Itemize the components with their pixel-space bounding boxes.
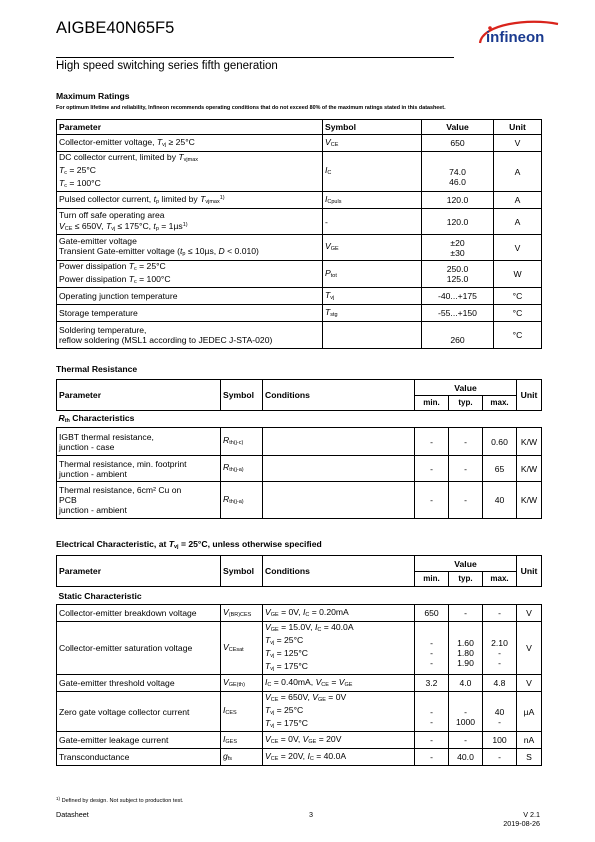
table-row xyxy=(57,305,542,322)
col-value: Value xyxy=(422,120,494,135)
param-cell: Collector-emitter voltage, Tvj ≥ 25°C xyxy=(57,135,323,152)
unit-cell: °C xyxy=(494,322,542,349)
col-value: Value xyxy=(415,380,517,396)
condition-line: IC = 0.40mA, VCE = VGE xyxy=(265,676,353,688)
symbol-cell: gfs xyxy=(221,749,263,766)
table-row xyxy=(57,456,542,482)
table-row xyxy=(57,322,542,349)
min-cell: - xyxy=(415,732,449,749)
conditions-cell xyxy=(263,732,415,749)
unit-cell: A xyxy=(494,209,542,235)
param-cell: Soldering temperature, reflow soldering (MSL1 according to JEDEC J-STA-020) xyxy=(57,322,323,349)
conditions-cell xyxy=(263,692,415,732)
symbol-cell: Rth(j-a) xyxy=(221,456,263,482)
value-cell: 120.0 xyxy=(422,209,494,235)
typ-cell: - xyxy=(449,605,483,622)
col-unit: Unit xyxy=(494,120,542,135)
value-cell: -40...+175 xyxy=(422,288,494,305)
param-cell: Operating junction temperature xyxy=(57,288,323,305)
table-row xyxy=(57,235,542,261)
col-unit: Unit xyxy=(517,380,542,411)
unit-cell: A xyxy=(494,192,542,209)
unit-cell: °C xyxy=(494,288,542,305)
unit-cell: V xyxy=(517,605,542,622)
typ-cell: 1.60 1.80 1.90 xyxy=(449,622,483,675)
typ-cell: - xyxy=(449,428,483,456)
col-parameter: Parameter xyxy=(57,556,221,587)
unit-cell: A xyxy=(494,152,542,192)
col-unit: Unit xyxy=(517,556,542,587)
table-row xyxy=(57,135,542,152)
param-cell: Transconductance xyxy=(57,749,221,766)
symbol-cell: VGE(th) xyxy=(221,675,263,692)
symbol-cell: Tvj xyxy=(323,288,422,305)
condition-line: VGE = 0V, IC = 0.20mA xyxy=(265,606,349,618)
electrical-title: Electrical Characteristic, at Tvj = 25°C, unless otherwise specified xyxy=(56,539,322,550)
header-rule xyxy=(56,57,454,58)
max-cell: 0.60 xyxy=(483,428,517,456)
typ-cell: 40.0 xyxy=(449,749,483,766)
unit-cell: °C xyxy=(494,305,542,322)
param-cell: Storage temperature xyxy=(57,305,323,322)
min-cell: - xyxy=(415,482,449,519)
max-cell: 100 xyxy=(483,732,517,749)
conditions-cell xyxy=(263,622,415,675)
unit-cell: S xyxy=(517,749,542,766)
table-header-row xyxy=(57,120,542,135)
condition-line: VCE = 0V, VGE = 20V xyxy=(265,733,342,745)
unit-cell: nA xyxy=(517,732,542,749)
col-max: max. xyxy=(483,396,517,411)
param-cell: Turn off safe operating area VCE ≤ 650V, Tvj ≤ 175°C, tp = 1µs$^{1)}$ xyxy=(57,209,323,235)
col-conditions: Conditions xyxy=(263,380,415,411)
conditions-cell xyxy=(263,605,415,622)
typ-cell: 4.0 xyxy=(449,675,483,692)
symbol-cell: Rth(j-c) xyxy=(221,428,263,456)
table-row xyxy=(57,732,542,749)
col-symbol: Symbol xyxy=(323,120,422,135)
conditions-cell xyxy=(263,675,415,692)
document-subtitle: High speed switching series fifth generation xyxy=(56,60,278,72)
unit-cell: V xyxy=(517,675,542,692)
unit-cell: V xyxy=(494,235,542,261)
unit-cell: V xyxy=(517,622,542,675)
min-cell: 650 xyxy=(415,605,449,622)
param-cell: Gate-emitter threshold voltage xyxy=(57,675,221,692)
max-cell: 2.10 - - xyxy=(483,622,517,675)
value-cell: 650 xyxy=(422,135,494,152)
condition-line: VCE = 20V, IC = 40.0A xyxy=(265,750,347,762)
max-cell: - xyxy=(483,605,517,622)
max-cell: 40 - xyxy=(483,692,517,732)
table-row xyxy=(57,622,542,675)
param-cell: Collector-emitter breakdown voltage xyxy=(57,605,221,622)
value-cell: 260 xyxy=(422,322,494,349)
document-title: AIGBE40N65F5 xyxy=(56,19,175,37)
max-ratings-title: Maximum Ratings xyxy=(56,91,130,101)
unit-cell: V xyxy=(494,135,542,152)
symbol-cell: Ptot xyxy=(323,261,422,288)
col-typ: typ. xyxy=(449,396,483,411)
infineon-logo xyxy=(474,16,564,54)
param-cell: DC collector current, limited by Tvjmax Tc = 25°C Tc = 100°C xyxy=(57,152,323,192)
symbol-cell: Rth(j-a) xyxy=(221,482,263,519)
typ-cell: - xyxy=(449,732,483,749)
table-row xyxy=(57,692,542,732)
col-typ: typ. xyxy=(449,572,483,587)
table-row xyxy=(57,428,542,456)
param-cell: Gate-emitter voltage Transient Gate-emitter voltage (tp ≤ 10µs, D < 0.010) xyxy=(57,235,323,261)
typ-cell: - xyxy=(449,482,483,519)
thermal-table xyxy=(56,379,542,519)
max-ratings-table xyxy=(56,119,542,349)
param-cell: IGBT thermal resistance, junction - case xyxy=(57,428,221,456)
symbol-cell: VGE xyxy=(323,235,422,261)
conditions-cell xyxy=(263,482,415,519)
conditions-cell xyxy=(263,749,415,766)
table-row xyxy=(57,749,542,766)
symbol-cell: ICpuls xyxy=(323,192,422,209)
max-cell: - xyxy=(483,749,517,766)
value-cell: -55...+150 xyxy=(422,305,494,322)
col-min: min. xyxy=(415,572,449,587)
conditions-cell xyxy=(263,456,415,482)
col-parameter: Parameter xyxy=(57,380,221,411)
condition-line: VCE = 650V, VGE = 0V xyxy=(265,692,347,703)
symbol-cell: Tstg xyxy=(323,305,422,322)
electrical-rows xyxy=(57,605,542,766)
table-header-row xyxy=(57,556,542,572)
unit-cell: K/W xyxy=(517,428,542,456)
param-cell: Thermal resistance, min. footprint junction - ambient xyxy=(57,456,221,482)
typ-cell: - xyxy=(449,456,483,482)
footer-version: V 2.1 xyxy=(523,810,540,819)
logo-text: infineon xyxy=(486,29,545,46)
unit-cell: K/W xyxy=(517,456,542,482)
section-label: Rth Characteristics xyxy=(57,411,542,428)
value-cell: 74.0 46.0 xyxy=(422,152,494,192)
max-cell: 40 xyxy=(483,482,517,519)
condition-line: Tvj = 175°C xyxy=(265,718,309,729)
max-cell: 65 xyxy=(483,456,517,482)
section-label: Static Characteristic xyxy=(57,587,542,605)
condition-line: VGE = 15.0V, IC = 40.0A xyxy=(265,622,354,633)
param-cell: Zero gate voltage collector current xyxy=(57,692,221,732)
typ-cell: - 1000 xyxy=(449,692,483,732)
condition-line: Tvj = 125°C xyxy=(265,648,309,659)
min-cell: - - - xyxy=(415,622,449,675)
col-symbol: Symbol xyxy=(221,556,263,587)
footer-doc-type: Datasheet xyxy=(56,810,89,819)
col-parameter: Parameter xyxy=(57,120,323,135)
min-cell: - xyxy=(415,456,449,482)
symbol-cell xyxy=(323,322,422,349)
unit-cell: µA xyxy=(517,692,542,732)
conditions-cell xyxy=(263,428,415,456)
table-header-row xyxy=(57,380,542,396)
symbol-cell: VCE xyxy=(323,135,422,152)
symbol-cell: IGES xyxy=(221,732,263,749)
symbol-cell: IC xyxy=(323,152,422,192)
table-row xyxy=(57,605,542,622)
col-symbol: Symbol xyxy=(221,380,263,411)
value-cell: 120.0 xyxy=(422,192,494,209)
min-cell: - xyxy=(415,428,449,456)
param-cell: Pulsed collector current, tp limited by Tvjmax$^{1)}$ xyxy=(57,192,323,209)
section-row xyxy=(57,411,542,428)
table-row xyxy=(57,482,542,519)
symbol-cell: VCEsat xyxy=(221,622,263,675)
param-cell: Power dissipation Tc = 25°C Power dissipation Tc = 100°C xyxy=(57,261,323,288)
symbol-cell: - xyxy=(323,209,422,235)
thermal-title: Thermal Resistance xyxy=(56,364,138,374)
footer-page-number: 3 xyxy=(309,810,313,819)
condition-line: Tvj = 175°C xyxy=(265,661,309,672)
col-conditions: Conditions xyxy=(263,556,415,587)
unit-cell: K/W xyxy=(517,482,542,519)
min-cell: - - xyxy=(415,692,449,732)
table-row xyxy=(57,192,542,209)
section-row xyxy=(57,587,542,605)
col-value: Value xyxy=(415,556,517,572)
value-cell: 250.0 125.0 xyxy=(422,261,494,288)
symbol-cell: V(BR)CES xyxy=(221,605,263,622)
param-cell: Thermal resistance, 6cm² Cu on PCB junction - ambient xyxy=(57,482,221,519)
electrical-table xyxy=(56,555,542,766)
unit-cell: W xyxy=(494,261,542,288)
table-row xyxy=(57,152,542,192)
condition-line: Tvj = 25°C xyxy=(265,705,304,716)
min-cell: - xyxy=(415,749,449,766)
max-cell: 4.8 xyxy=(483,675,517,692)
footnote: $^{1)}$ Defined by design. Not subject to production test. xyxy=(56,796,184,804)
footer-date: 2019-08-26 xyxy=(503,819,540,828)
condition-line: Tvj = 25°C xyxy=(265,635,304,646)
symbol-cell: ICES xyxy=(221,692,263,732)
max-ratings-note: For optimum lifetime and reliability, Infineon recommends operating conditions that do not exceed 80% of the maximum ratings stated in this datasheet. xyxy=(56,105,446,111)
value-cell: ±20 ±30 xyxy=(422,235,494,261)
min-cell: 3.2 xyxy=(415,675,449,692)
table-row xyxy=(57,675,542,692)
table-row xyxy=(57,288,542,305)
table-row xyxy=(57,209,542,235)
col-max: max. xyxy=(483,572,517,587)
table-row xyxy=(57,261,542,288)
col-min: min. xyxy=(415,396,449,411)
param-cell: Gate-emitter leakage current xyxy=(57,732,221,749)
param-cell: Collector-emitter saturation voltage xyxy=(57,622,221,675)
